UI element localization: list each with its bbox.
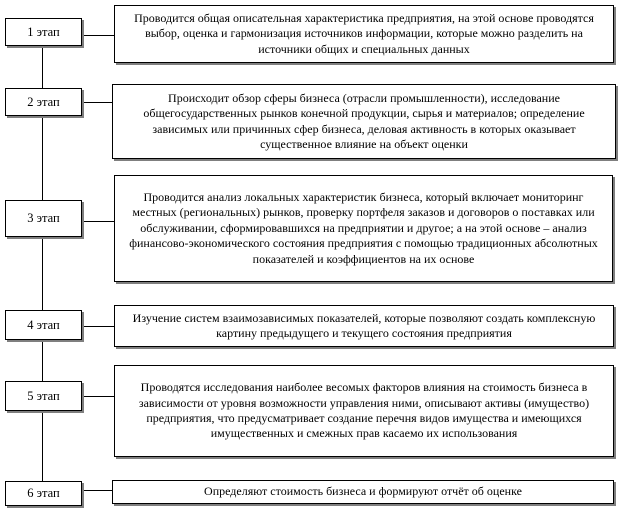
stage-6-description: Определяют стоимость бизнеса и формируют отчёт об оценке [112,480,614,504]
stage-1-description: Проводится общая описательная характеристика предприятия, на этой основе проводятся выбор, оценка и гармонизация источников информации, которые можно разделить на источники общих и специальных данных [114,5,614,63]
stage-2-box: 2 этап [5,88,82,116]
connector-1 [82,35,114,36]
stage-1-box: 1 этап [5,18,82,46]
connector-2 [82,102,112,103]
stage-5-box: 5 этап [5,381,82,411]
stage-3-description: Проводится анализ локальных характеристик бизнеса, который включает мониторинг местных (региональных) рынков, проверку портфеля заказов и договоров о поставках или обслуживании, сформировавшихся на предприятии и другое; а на этой основе – анализ финансово-экономического состояния предприятия с помощью традиционных абсолютных показателей и коэффициентов на их основе [114,175,613,282]
connector-5 [82,396,114,397]
stage-2-description: Происходит обзор сферы бизнеса (отрасли промышленности), исследование общегосударственных рынков конечной продукции, сырья и материалов; определение зависимых или причинных сфер бизнеса, деловая активность в которых оказывает существенное влияние на объект оценки [112,84,616,159]
connector-6 [82,490,112,491]
stage-6-box: 6 этап [5,481,82,506]
stage-3-box: 3 этап [5,200,82,237]
stage-4-description: Изучение систем взаимозависимых показателей, которые позволяют создать комплексную картину предыдущего и текущего состояния предприятия [114,305,614,347]
stage-4-box: 4 этап [5,310,82,340]
stage-5-description: Проводятся исследования наиболее весомых факторов влияния на стоимость бизнеса в зависимости от уровня возможности управления ними, описывают активы (имущество) предприятия, что предусматривает создание перечня видов имущества и имеющихся имущественных и смежных прав касаемо их использования [114,365,614,457]
connector-4 [82,326,114,327]
connector-3 [82,221,114,222]
